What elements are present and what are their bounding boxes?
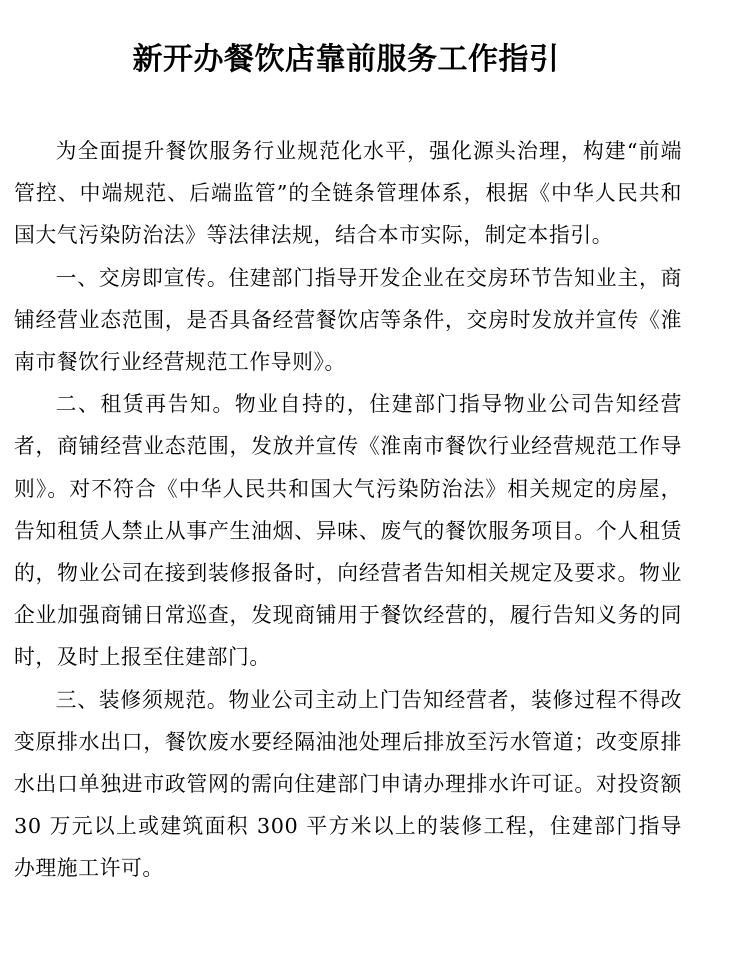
intro-paragraph: 为全面提升餐饮服务行业规范化水平，强化源头治理，构建“前端管控、中端规范、后端监管”的全链条管理体系，根据《中华人民共和国大气污染防治法》等法律法规，结合本市实际，制定本指引。 <box>14 139 682 248</box>
section-2-paragraph: 二、租赁再告知。物业自持的，住建部门指导物业公司告知经营者，商铺经营业态范围，发放并宣传《淮南市餐饮行业经营规范工作导则》。对不符合《中华人民共和国大气污染防治法》相关规定的房屋，告知租赁人禁止从事产生油烟、异味、废气的餐饮服务项目。个人租赁的，物业公司在接到装修报备时，向经营者告知相关规定及要求。物业企业加强商铺日常巡查，发现商铺用于餐饮经营的，履行告知义务的同时，及时上报至住建部门。 <box>14 392 682 670</box>
document-title: 新开办餐饮店靠前服务工作指引 <box>132 42 560 77</box>
section-1-paragraph: 一、交房即宣传。住建部门指导开发企业在交房环节告知业主，商铺经营业态范围，是否具备经营餐饮店等条件，交房时发放并宣传《淮南市餐饮行业经营规范工作导则》。 <box>14 265 682 375</box>
section-3-paragraph: 三、装修须规范。物业公司主动上门告知经营者，装修过程不得改变原排水出口，餐饮废水要经隔油池处理后排放至污水管道；改变原排水出口单独进市政管网的需向住建部门申请办理排水许可证。对投资额 30 万元以上或建筑面积 300 平方米以上的装修工程，住建部门指导办理施工许可。 <box>14 687 682 881</box>
document-body <box>14 130 682 890</box>
